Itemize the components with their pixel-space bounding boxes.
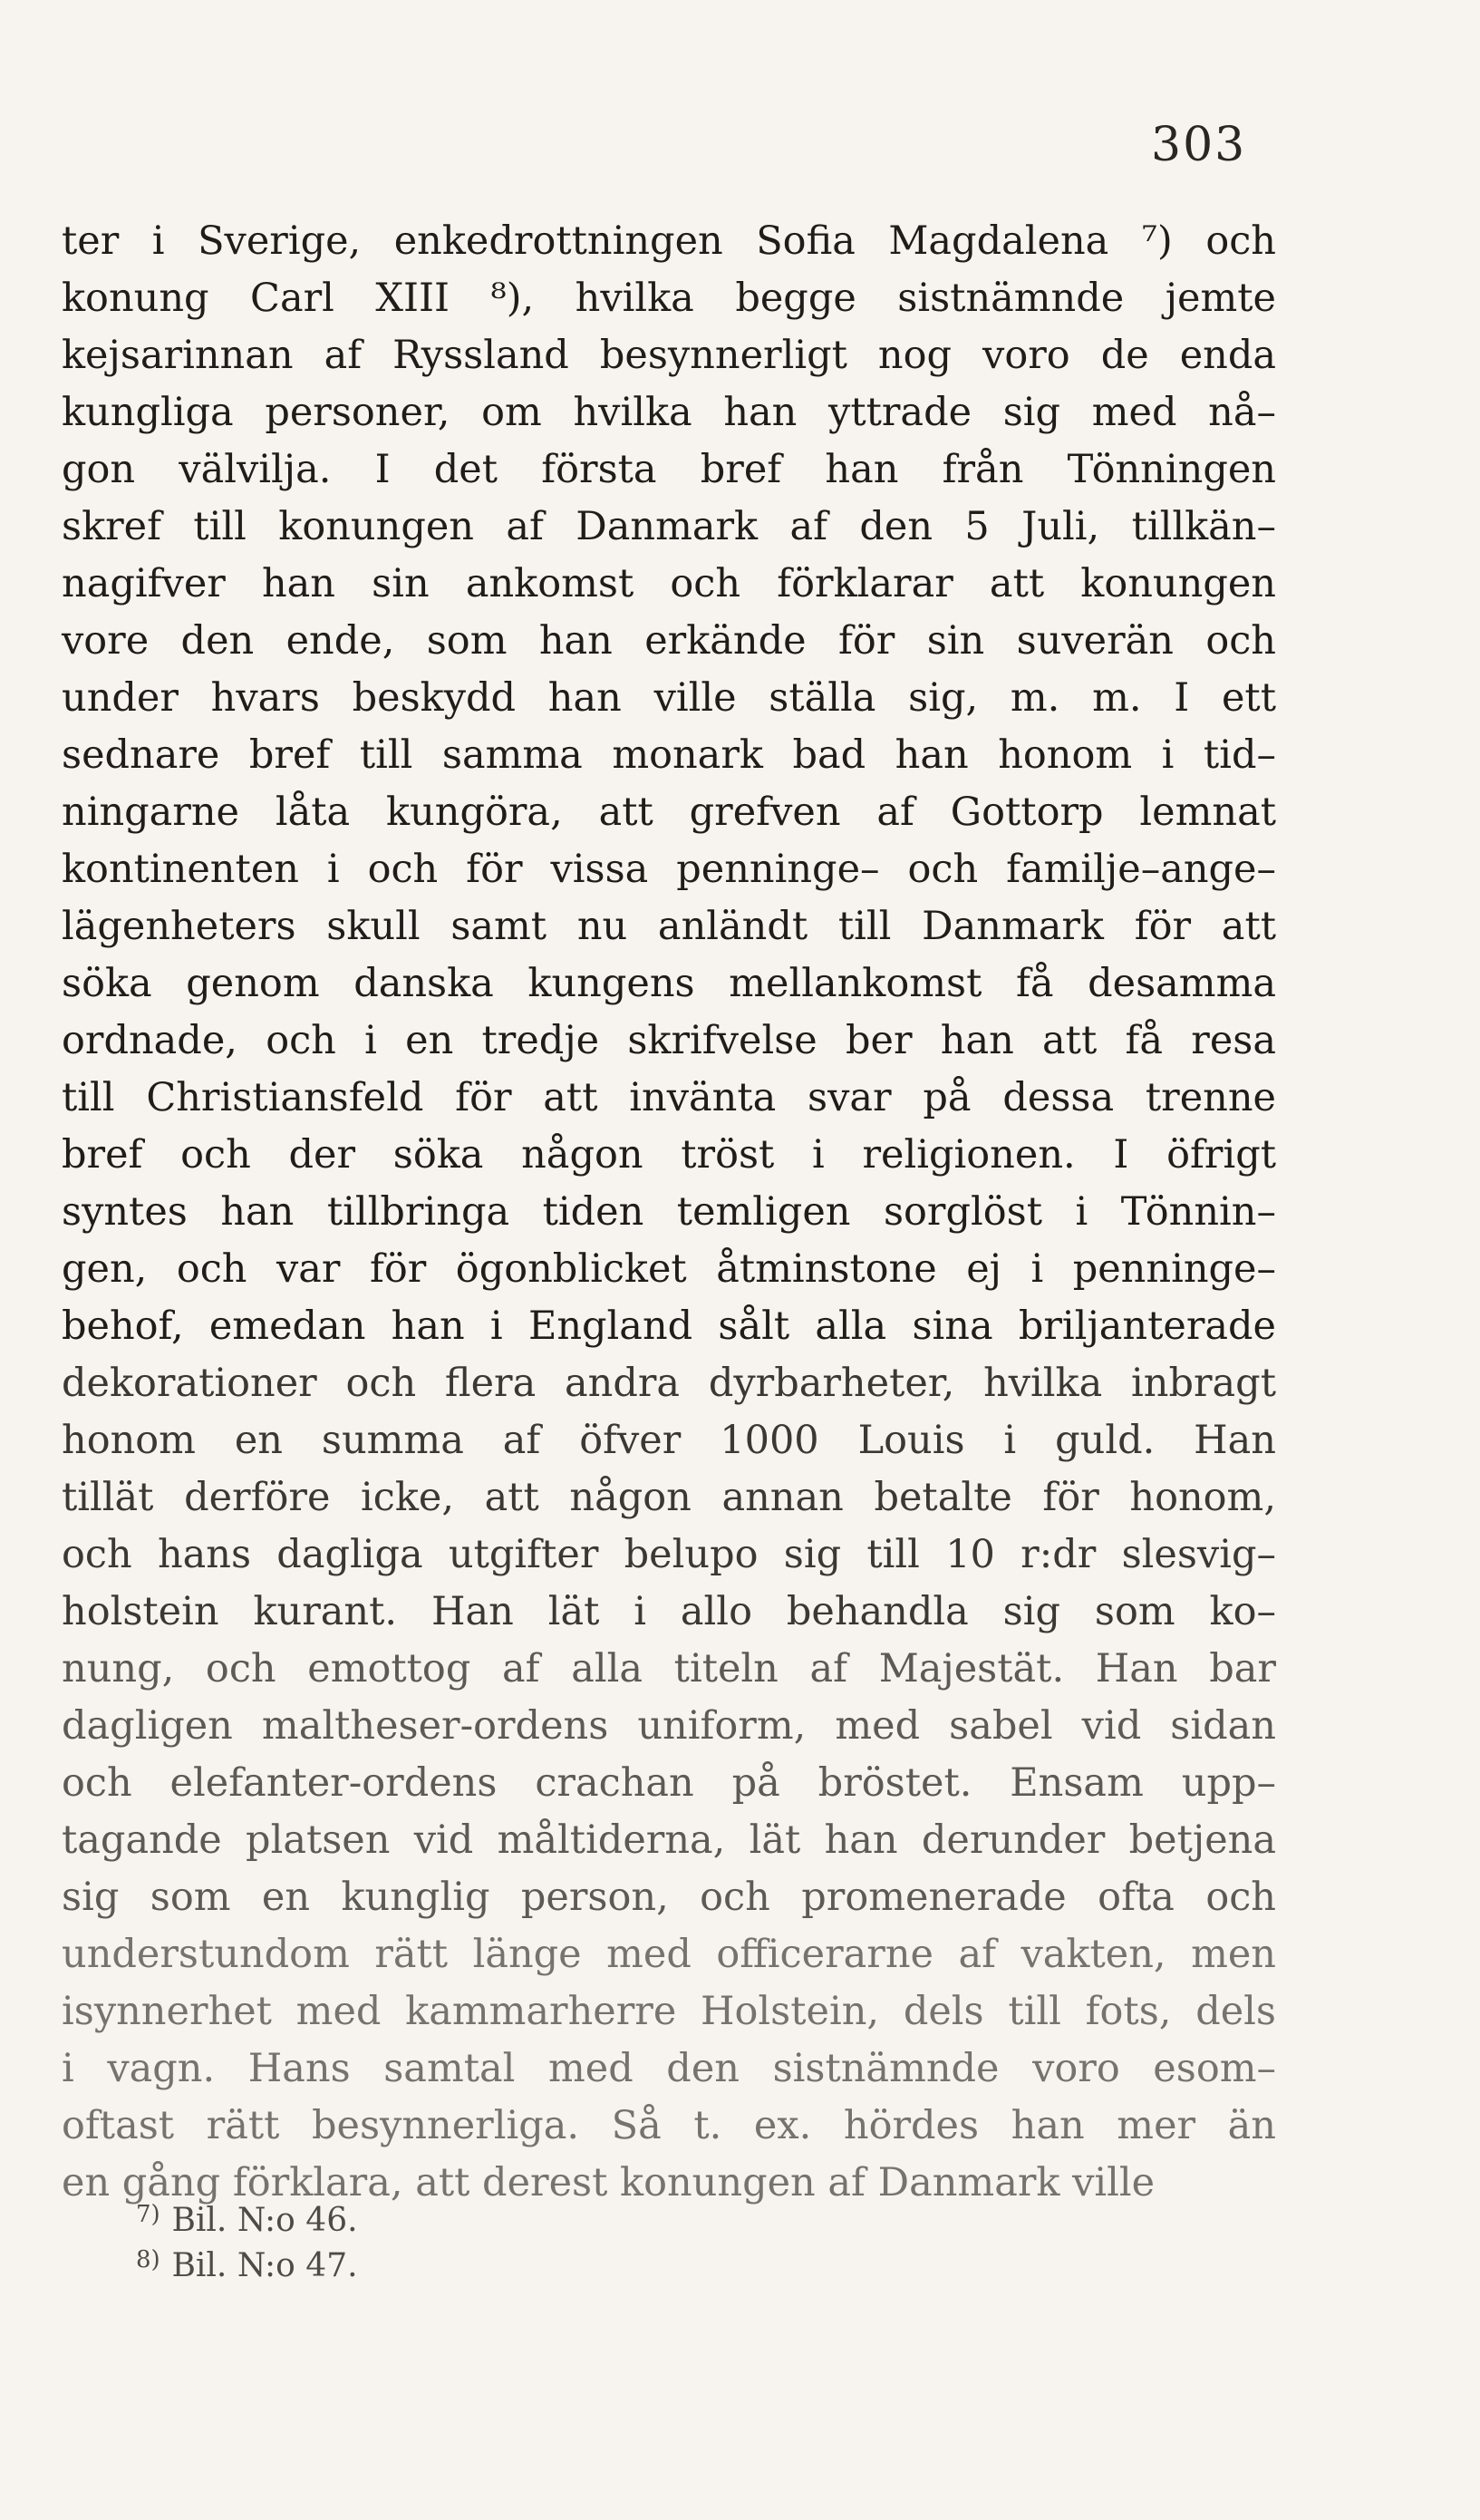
text-line: ter i Sverige, enkedrottningen Sofia Magdalena ⁷) och <box>62 218 1276 264</box>
text-line: dekorationer och flera andra dyrbarheter, hvilka inbragt <box>62 1361 1276 1406</box>
footnote <box>136 2198 680 2244</box>
text-line: oftast rätt besynnerliga. Så t. ex. hördes han mer än <box>62 2103 1276 2148</box>
text-line: ordnade, och i en tredje skrifvelse ber han att få resa <box>62 1018 1276 1063</box>
footnote-text: Bil. N:o 47. <box>171 2247 358 2284</box>
text-line: nung, och emottog af alla titeln af Majestät. Han bar <box>62 1646 1276 1691</box>
text-line: syntes han tillbringa tiden temligen sorglöst i Tönnin– <box>62 1189 1276 1235</box>
text-line: bref och der söka någon tröst i religionen. I öfrigt <box>62 1132 1276 1178</box>
text-line: och elefanter-ordens crachan på bröstet. Ensam upp– <box>62 1760 1276 1806</box>
text-line: gon välvilja. I det första bref han från Tönningen <box>62 447 1276 492</box>
text-line: nagifver han sin ankomst och förklarar att konungen <box>62 561 1276 606</box>
text-line: kejsarinnan af Ryssland besynnerligt nog voro de enda <box>62 333 1276 378</box>
text-line: i vagn. Hans samtal med den sistnämnde voro esom– <box>62 2046 1276 2091</box>
text-line: gen, och var för ögonblicket åtminstone ej i penninge– <box>62 1246 1276 1292</box>
text-line: söka genom danska kungens mellankomst få desamma <box>62 961 1276 1006</box>
text-line: och hans dagliga utgifter belupo sig till 10 r:dr slesvig– <box>62 1532 1276 1577</box>
text-line: kontinenten i och för vissa penninge– och familje–ange– <box>62 847 1276 892</box>
page-number: 303 <box>1151 118 1247 172</box>
text-line: sednare bref till samma monark bad han honom i tid– <box>62 732 1276 778</box>
text-line: lägenheters skull samt nu anländt till Danmark för att <box>62 904 1276 949</box>
footnotes <box>136 2198 680 2289</box>
body-text <box>62 213 1276 2212</box>
footnote-text: Bil. N:o 46. <box>171 2202 358 2239</box>
text-line: tagande platsen vid måltiderna, lät han derunder betjena <box>62 1817 1276 1863</box>
text-line: kungliga personer, om hvilka han yttrade sig med nå– <box>62 390 1276 435</box>
text-line: ningarne låta kungöra, att grefven af Gottorp lemnat <box>62 790 1276 835</box>
footnote <box>136 2244 680 2289</box>
text-line: holstein kurant. Han lät i allo behandla sig som ko– <box>62 1589 1276 1634</box>
text-line: dagligen maltheser-ordens uniform, med sabel vid sidan <box>62 1703 1276 1749</box>
text-line: skref till konungen af Danmark af den 5 Juli, tillkän– <box>62 504 1276 549</box>
footnote-mark: 8) <box>136 2246 160 2273</box>
text-line: vore den ende, som han erkände för sin suverän och <box>62 618 1276 664</box>
text-line: behof, emedan han i England sålt alla sina briljanterade <box>62 1304 1276 1349</box>
footnote-mark: 7) <box>136 2201 160 2228</box>
text-line: under hvars beskydd han ville ställa sig, m. m. I ett <box>62 675 1276 721</box>
text-line: en gång förklara, att derest konungen af Danmark ville <box>62 2160 1156 2205</box>
text-line: sig som en kunglig person, och promenerade ofta och <box>62 1875 1276 1920</box>
text-line: honom en summa af öfver 1000 Louis i guld. Han <box>62 1418 1276 1463</box>
text-line: konung Carl XIII ⁸), hvilka begge sistnämnde jemte <box>62 276 1276 321</box>
text-line: tillät derföre icke, att någon annan betalte för honom, <box>62 1475 1276 1520</box>
text-line: isynnerhet med kammarherre Holstein, dels till fots, dels <box>62 1989 1276 2034</box>
text-line: understundom rätt länge med officerarne af vakten, men <box>62 1932 1276 1977</box>
text-line: till Christiansfeld för att invänta svar på dessa trenne <box>62 1075 1276 1120</box>
